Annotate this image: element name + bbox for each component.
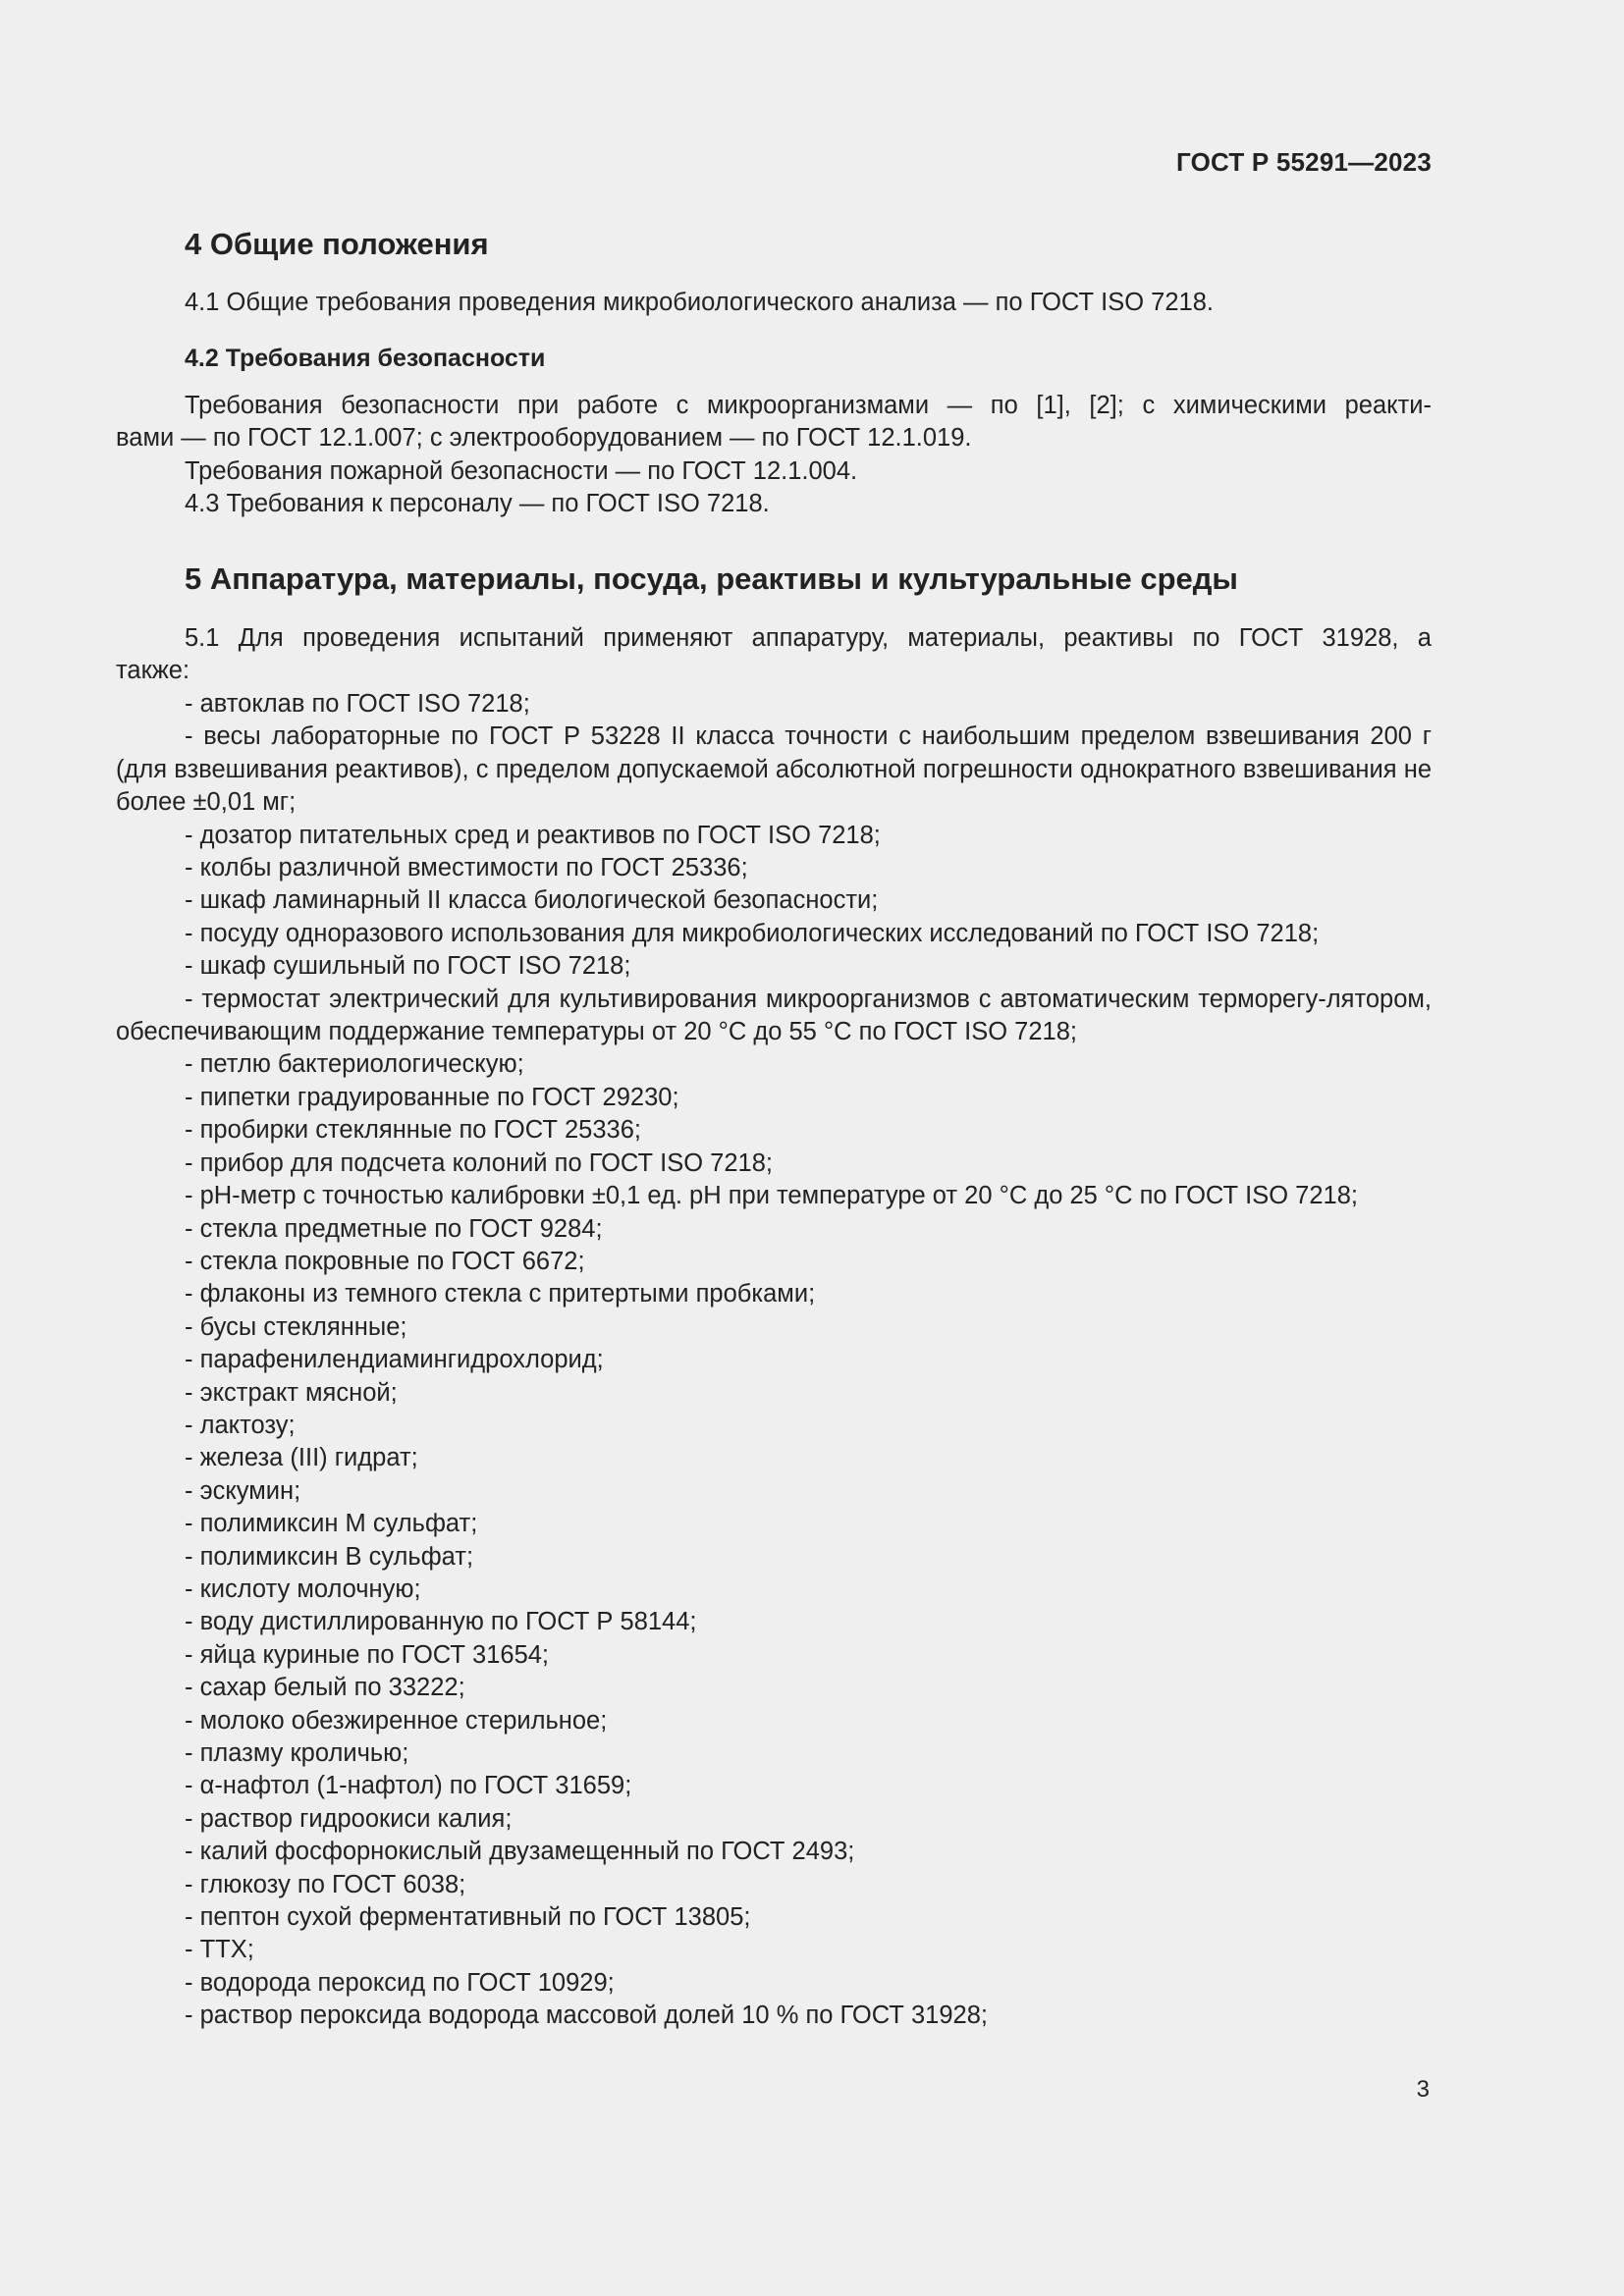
list-item: - рН-метр с точностью калибровки ±0,1 ед. рН при температуре от 20 °С до 25 °С по ГОСТ ISO 7218; bbox=[185, 1182, 1358, 1210]
list-item: - воду дистиллированную по ГОСТ Р 58144; bbox=[185, 1608, 697, 1636]
list-item: - пептон сухой ферментативный по ГОСТ 13805; bbox=[185, 1903, 751, 1932]
paragraph-5-1 bbox=[116, 622, 1432, 688]
list-item: - железа (III) гидрат; bbox=[185, 1444, 418, 1472]
list-item: - термостат электрический для культивирования микроорганизмов с автоматическим терморегу-лятором, обеспечивающим поддержание температуры от 20 °С до 55 °С по ГОСТ ISO 7218; bbox=[116, 985, 1432, 1046]
list-item: - петлю бактериологическую; bbox=[185, 1050, 524, 1079]
list-item: - экстракт мясной; bbox=[185, 1378, 398, 1407]
list-item: - пробирки стеклянные по ГОСТ 25336; bbox=[185, 1116, 641, 1145]
list-item: - флаконы из темного стекла с притертыми пробками; bbox=[185, 1280, 816, 1308]
paragraph-4-2 bbox=[116, 390, 1432, 521]
list-item: - дозатор питательных сред и реактивов по ГОСТ ISO 7218; bbox=[185, 821, 881, 849]
list-item: - автоклав по ГОСТ ISO 7218; bbox=[185, 690, 530, 718]
list-item: - стекла предметные по ГОСТ 9284; bbox=[185, 1214, 603, 1243]
list-item: - колбы различной вместимости по ГОСТ 25336; bbox=[185, 854, 748, 882]
list-item: - полимиксин М сульфат; bbox=[185, 1510, 478, 1538]
list-item: - кислоту молочную; bbox=[185, 1575, 421, 1603]
subsection-4-2-title: 4.2 Требования безопасности bbox=[185, 345, 546, 372]
document-code: ГОСТ Р 55291—2023 bbox=[1176, 147, 1432, 177]
list-item: - плазму кроличью; bbox=[185, 1739, 409, 1767]
list-item: - посуду одноразового использования для микробиологических исследований по ГОСТ ISO 7218; bbox=[185, 919, 1320, 947]
paragraph-fire-safety: Требования пожарной безопасности — по ГОСТ 12.1.004. bbox=[185, 456, 858, 485]
paragraph-4-2-line-2: вами — по ГОСТ 12.1.007; с электрооборудованием — по ГОСТ 12.1.019. bbox=[116, 424, 972, 453]
list-item: - шкаф сушильный по ГОСТ ISO 7218; bbox=[185, 952, 631, 981]
section-4-title: 4 Общие положения bbox=[185, 227, 489, 261]
list-item: - α-нафтол (1-нафтол) по ГОСТ 31659; bbox=[185, 1772, 632, 1800]
list-item: - раствор пероксида водорода массовой долей 10 % по ГОСТ 31928; bbox=[185, 2002, 988, 2030]
list-item: - сахар белый по 33222; bbox=[185, 1674, 465, 1702]
page-number: 3 bbox=[1416, 2076, 1430, 2103]
list-item: - полимиксин В сульфат; bbox=[185, 1542, 474, 1571]
list-item: - молоко обезжиренное стерильное; bbox=[185, 1706, 608, 1735]
list-item: - бусы стеклянные; bbox=[185, 1312, 407, 1341]
list-item: - ТТХ; bbox=[185, 1936, 254, 1964]
list-item: - яйца куриные по ГОСТ 31654; bbox=[185, 1640, 550, 1669]
list-item: - весы лабораторные по ГОСТ Р 53228 II класса точности с наибольшим пределом взвешивания 200 г (для взвешивания реактивов), с пределом допускаемой абсолютной погрешности однократного взвешивания не более ±0,01 мг; bbox=[116, 722, 1432, 817]
paragraph-4-2-line-1: Требования безопасности при работе с микроорганизмами — по [1], [2]; с химическими реакти- bbox=[185, 392, 1432, 419]
list-item: - парафенилендиамингидрохлорид; bbox=[185, 1346, 604, 1374]
list-item: - пипетки градуированные по ГОСТ 29230; bbox=[185, 1083, 679, 1111]
paragraph-5-1-line-2: также: bbox=[116, 657, 190, 685]
list-item: - эскумин; bbox=[185, 1476, 301, 1505]
list-item: - стекла покровные по ГОСТ 6672; bbox=[185, 1247, 585, 1275]
paragraph-4-1: 4.1 Общие требования проведения микробиологического анализа — по ГОСТ ISO 7218. bbox=[185, 289, 1214, 316]
list-item: - раствор гидроокиси калия; bbox=[185, 1804, 513, 1833]
section-5-title: 5 Аппаратура, материалы, посуда, реактивы и культуральные среды bbox=[185, 561, 1238, 596]
list-item: - лактозу; bbox=[185, 1411, 296, 1439]
list-item: - шкаф ламинарный II класса биологической безопасности; bbox=[185, 886, 879, 915]
list-item: - водорода пероксид по ГОСТ 10929; bbox=[185, 1968, 615, 1997]
list-item: - калий фосфорнокислый двузамещенный по ГОСТ 2493; bbox=[185, 1838, 855, 1866]
paragraph-4-3: 4.3 Требования к персоналу — по ГОСТ ISO 7218. bbox=[185, 490, 770, 518]
paragraph-5-1-line-1: 5.1 Для проведения испытаний применяют аппаратуру, материалы, реактивы по ГОСТ 31928, а bbox=[185, 624, 1432, 652]
equipment-list bbox=[116, 688, 1432, 2033]
list-item: - глюкозу по ГОСТ 6038; bbox=[185, 1870, 466, 1898]
list-item: - прибор для подсчета колоний по ГОСТ ISO 7218; bbox=[185, 1148, 773, 1177]
